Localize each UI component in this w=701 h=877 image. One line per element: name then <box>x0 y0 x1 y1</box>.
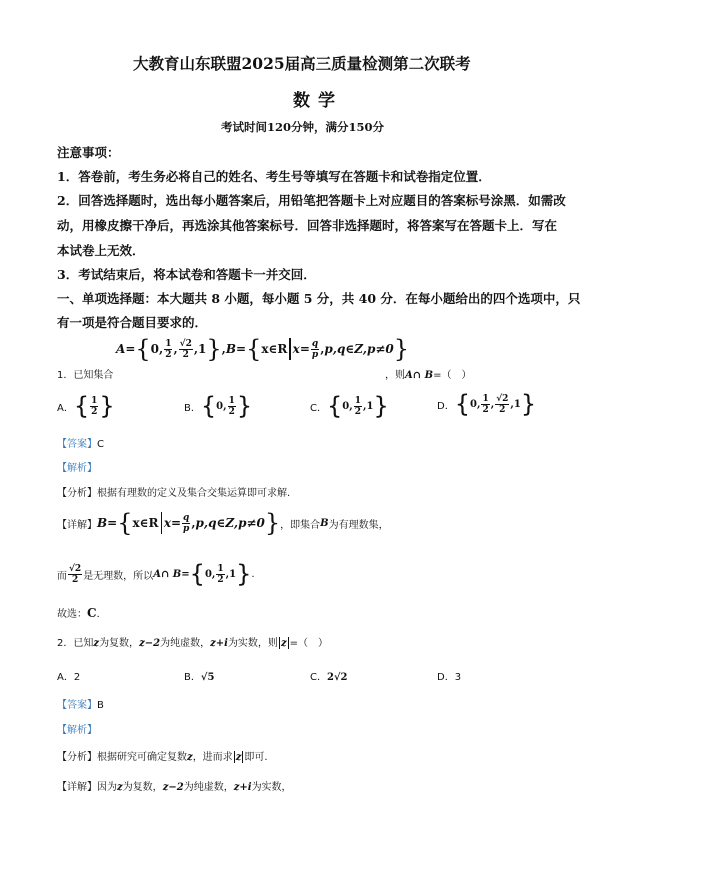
q2-option-c[interactable]: C．2√2 <box>310 672 348 683</box>
q1-option-d[interactable]: D． { 0, $\frac{1}{2}$ , $\frac{√2}{2}$ ,1 } <box>437 390 537 418</box>
q1-question: ，则A∩ B=（ ） <box>385 370 472 381</box>
subject-title: 数学 <box>293 91 343 111</box>
notice-item-1: 1．答卷前，考生务必将自己的姓名、考生号等填写在答题卡和试卷指定位置． <box>57 169 491 184</box>
set-a-elem-0: 0 <box>150 342 160 356</box>
set-b-label: B <box>225 342 237 356</box>
set-b-condition: p,q∈Z,p≠0 <box>324 342 394 356</box>
set-a-frac-sqrt2: $\frac{√2}{2}$ <box>179 338 192 360</box>
q1-option-b[interactable]: B． { 0, $\frac{1}{2}$ } <box>184 392 253 420</box>
set-a-elem-last: 1 <box>198 342 207 356</box>
set-a-frac-half: $\frac{1}{2}$ <box>165 338 172 360</box>
set-b-divider <box>289 338 290 360</box>
q2-fenxi: 【分析】根据研究可确定复数z，进而求 z 即可. <box>57 752 268 763</box>
answer-tag: 【答案】 <box>57 700 97 711</box>
notice-item-2-line-2: 动，用橡皮擦干净后，再选涂其他答案标号．回答非选择题时，将答案写在答题卡上．写在 <box>57 218 558 233</box>
exam-info: 考试时间120分钟，满分150分 <box>221 120 385 134</box>
q1-analysis-tag: 【解析】 <box>57 463 97 474</box>
q2-analysis-tag: 【解析】 <box>57 725 97 736</box>
q1-prefix: 1．已知集合 <box>57 370 114 381</box>
q1-intersection-expr: A∩ B <box>405 370 434 381</box>
q2-xiangjie: 【详解】因为z为复数，z−2为纯虚数，z+i为实数， <box>57 782 292 793</box>
q2-option-d[interactable]: D．3 <box>437 672 462 683</box>
q1-option-a[interactable]: A． { $\frac{1}{2}$ } <box>57 392 115 420</box>
q2-stem: 2．已知z为复数，z−2为纯虚数，z+i为实数，则 z =（ ） <box>57 638 329 649</box>
q1-xiangjie: 【详解】 B = { x∈R x = $\frac{q}{p}$ , p,q∈Z,p≠0 } ，即集合 B 为有理数集， <box>57 509 389 537</box>
q1-choose: 故选：C． <box>57 606 107 620</box>
notice-item-2-line-1: 2．回答选择题时，选出每小题答案后，用铅笔把答题卡上对应题目的答案标号涂黑．如需改 <box>57 193 566 208</box>
notice-item-2-line-3: 本试卷上无效． <box>57 243 145 258</box>
q1-fenxi: 【分析】根据有理数的定义及集合交集运算即可求解. <box>57 488 291 499</box>
q2-option-b[interactable]: B．√5 <box>184 672 215 683</box>
section-1-heading-line-1: 一、单项选择题：本大题共 8 小题，每小题 5 分，共 40 分．在每小题给出的四个选项中，只 <box>57 291 581 306</box>
section-1-heading-line-2: 有一项是符合题目要求的． <box>57 315 208 330</box>
exam-title: 大教育山东联盟2025届高三质量检测第二次联考 <box>133 54 471 73</box>
set-b-domain: x∈R <box>261 342 288 356</box>
notice-item-3: 3．考试结束后，将本试卷和答题卡一并交回． <box>57 267 316 282</box>
set-b-frac: $\frac{q}{p}$ <box>311 338 319 360</box>
q2-answer: 【答案】B <box>57 700 104 711</box>
q1-option-c[interactable]: C． { 0, $\frac{1}{2}$ ,1 } <box>310 392 389 420</box>
set-b-var: x <box>292 342 300 356</box>
q1-irrational-line: 而 $\frac{√2}{2}$ 是无理数，所以 A∩ B = { 0, $\frac{1}{2}$ ,1 } . <box>57 560 255 588</box>
answer-tag: 【答案】 <box>57 439 97 450</box>
q1-sets-formula: A = { 0 , $\frac{1}{2}$ , $\frac{√2}{2}$ , 1 } , B = { x∈R x = $\frac{q}{p}$ , p,q∈Z,p≠0 } <box>116 335 410 363</box>
q2-option-a[interactable]: A．2 <box>57 672 81 683</box>
notice-heading: 注意事项： <box>57 145 120 160</box>
set-a-label: A <box>116 342 126 356</box>
q1-answer: 【答案】C <box>57 439 104 450</box>
